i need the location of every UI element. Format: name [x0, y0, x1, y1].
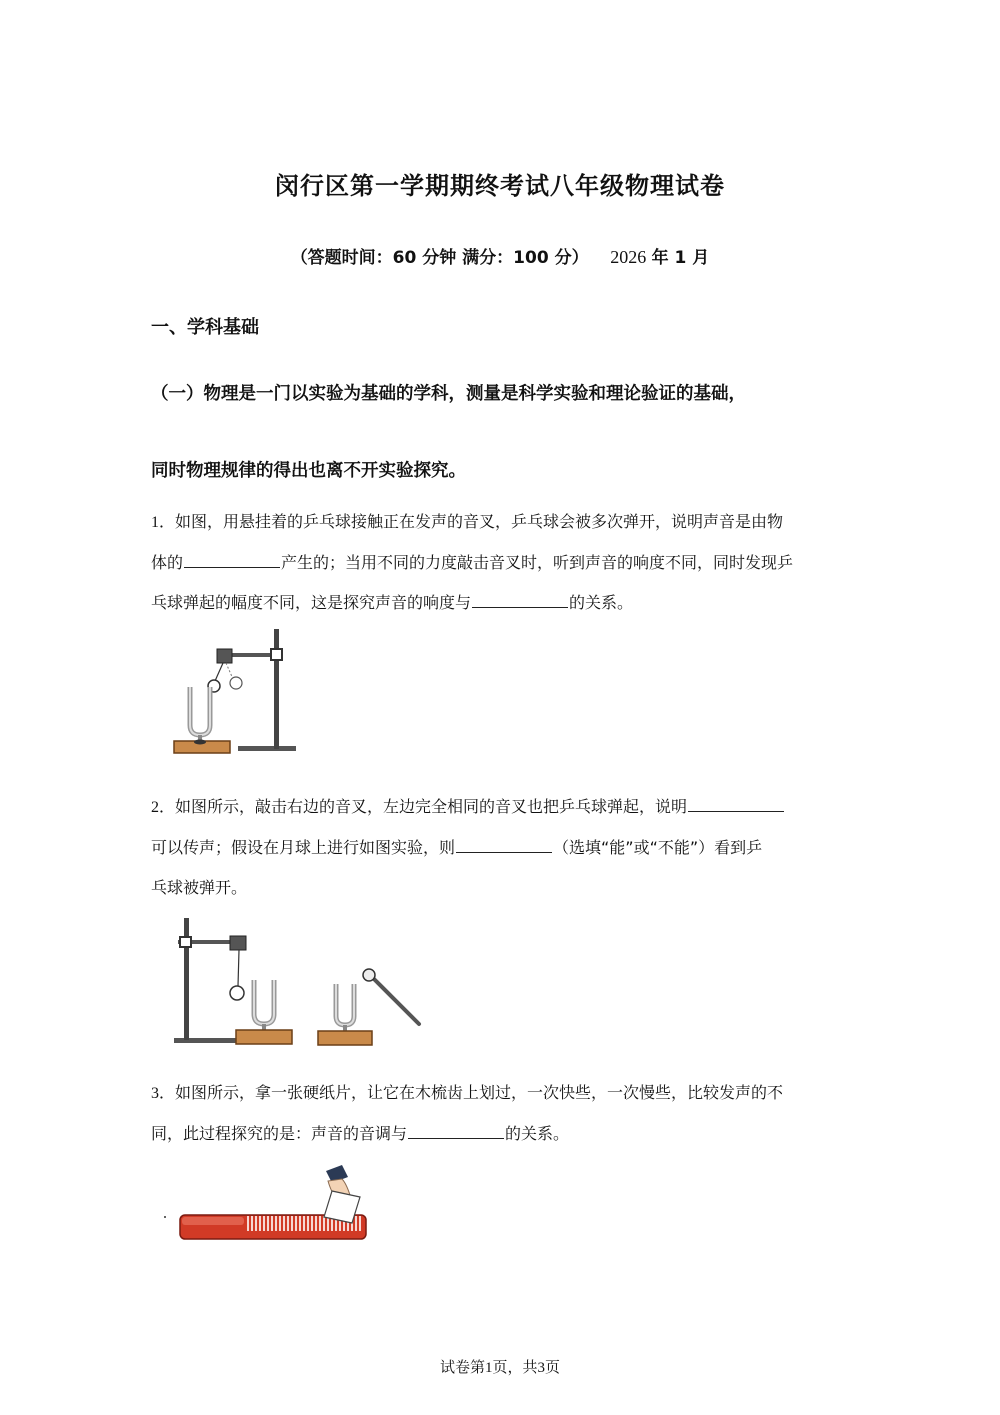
exam-info [0, 243, 1000, 268]
thread [238, 950, 239, 986]
total-pages: 3 [537, 1360, 545, 1376]
wooden-box-left [236, 1030, 292, 1044]
question-text: 的关系。 [505, 1124, 570, 1143]
footer-text: 试卷第 [439, 1358, 485, 1376]
tuning-fork-right [336, 984, 354, 1025]
question-text: 体的 [151, 553, 184, 572]
question-1 [151, 502, 851, 623]
ping-pong-ball-ghost [230, 677, 242, 689]
question-number: 2． [151, 799, 176, 816]
page-number: 1 [484, 1360, 493, 1376]
mallet-handle [373, 978, 419, 1024]
section-intro-line1: （一）物理是一门以实验为基础的学科，测量是科学实验和理论验证的基础， [151, 384, 746, 404]
question-text: 如图，用悬挂着的乒乓球接触正在发声的音叉，乒乓球会被多次弹开，说明声音是由物 [175, 512, 784, 531]
answer-blank[interactable] [408, 1137, 504, 1139]
question-text: 如图所示，敲击右边的音叉，左边完全相同的音叉也把乒乓球弹起，说明 [175, 797, 688, 816]
exam-time-score: （答题时间：60 分钟 满分：100 分） [290, 248, 589, 268]
ping-pong-ball [230, 986, 244, 1000]
exam-month: 年 1 月 [651, 248, 710, 268]
question-text: 乓球弹起的幅度不同，这是探究声音的响度与 [151, 593, 472, 612]
thread [215, 663, 223, 681]
question-text: 可以传声；假设在月球上进行如图实验，则 [151, 838, 456, 857]
section-heading: 一、学科基础 [151, 317, 259, 338]
stand-base [238, 746, 296, 751]
question-2 [151, 787, 851, 908]
question-text: 如图所示，拿一张硬纸片，让它在木梳齿上划过，一次快些，一次慢些，比较发声的不 [175, 1083, 784, 1102]
section-intro-line2: 同时物理规律的得出也离不开实验探究。 [151, 461, 466, 481]
thread-dashed [226, 663, 233, 679]
tuning-fork [190, 687, 210, 735]
tuning-fork-figure-2 [170, 912, 430, 1052]
footer-text: 页，共 [492, 1358, 538, 1376]
wooden-box-right [318, 1031, 372, 1045]
footer-text: 页 [545, 1358, 561, 1376]
stand-clamp [271, 649, 282, 660]
hanger-clamp [230, 936, 246, 950]
question-text: 产生的；当用不同的力度敲击音叉时，听到声音的响度不同，同时发现乒 [281, 553, 794, 572]
stand-clamp [180, 937, 191, 947]
question-3 [151, 1073, 851, 1154]
tuning-fork-figure-1 [168, 625, 303, 760]
answer-blank[interactable] [688, 810, 784, 812]
question-text: 的关系。 [569, 593, 634, 612]
exam-year: 2026 [610, 247, 647, 267]
hanger-clamp [217, 649, 232, 663]
page-title: 闵行区第一学期期终考试八年级物理试卷 [275, 172, 725, 200]
mallet-head [363, 969, 375, 981]
question-text: 乓球被弹开。 [151, 878, 248, 897]
answer-blank[interactable] [184, 566, 280, 568]
tuning-fork-left [254, 980, 274, 1024]
answer-blank[interactable] [472, 606, 568, 608]
stand-pole [274, 629, 279, 749]
comb-figure [160, 1155, 380, 1245]
answer-blank[interactable] [456, 851, 552, 853]
question-number: 3． [151, 1085, 176, 1102]
page-footer [0, 1356, 1000, 1377]
question-text: （选填“能”或“不能”）看到乒 [553, 838, 763, 857]
question-number: 1． [151, 514, 176, 531]
question-text: 同，此过程探究的是：声音的音调与 [151, 1124, 408, 1143]
